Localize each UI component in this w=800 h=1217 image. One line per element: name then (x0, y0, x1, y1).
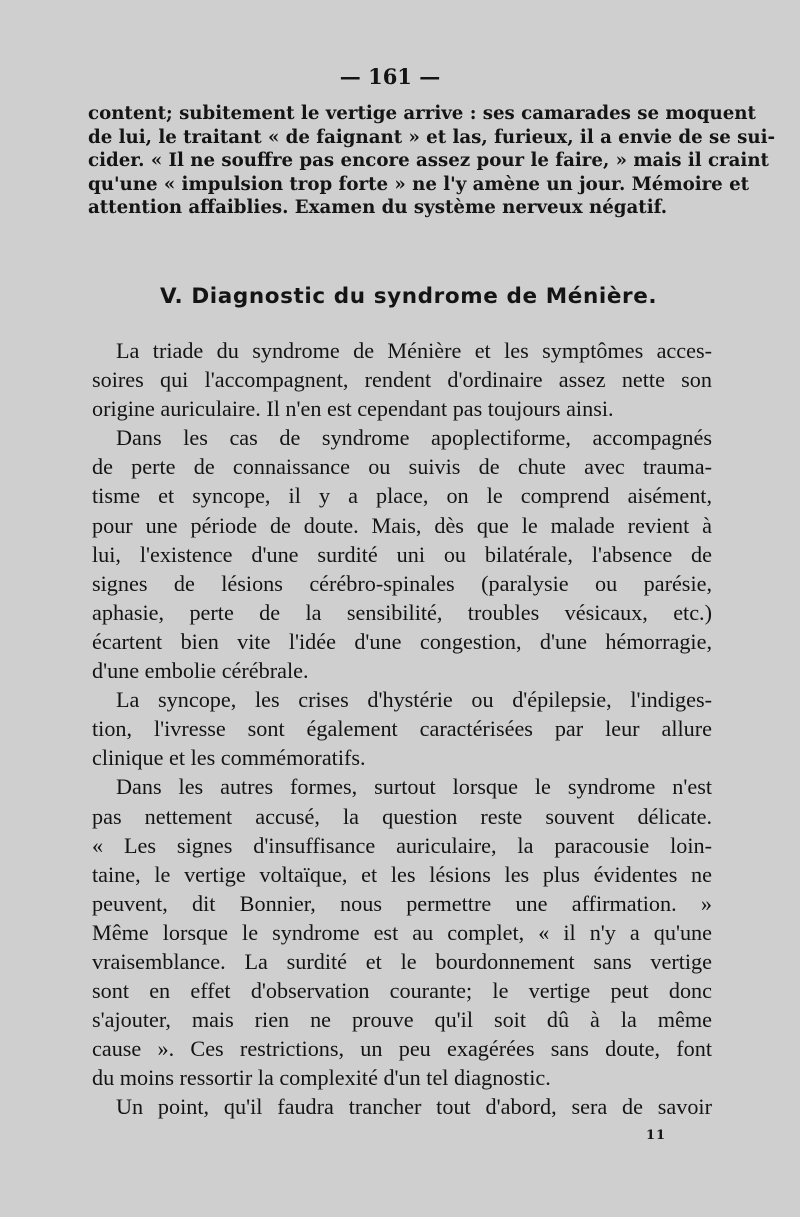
body-line: peuvent, dit Bonnier, nous permettre une affirmation. » (92, 890, 712, 916)
body-line: tisme et syncope, il y a place, on le comprend aisément, (92, 483, 712, 509)
body-line: lui, l'existence d'une surdité uni ou bilatérale, l'absence de (92, 541, 712, 567)
body-line: cause ». Ces restrictions, un peu exagérées sans doute, font (92, 1036, 712, 1062)
intro-line: content; subitement le vertige arrive : ses camarades se moquent (88, 103, 756, 124)
body-text (92, 336, 712, 1122)
body-line: La triade du syndrome de Ménière et les symptômes acces- (116, 338, 712, 363)
body-line: Dans les autres formes, surtout lorsque le syndrome n'est (116, 774, 712, 800)
body-line: sont en effet d'observation courante; le vertige peut donc (92, 978, 712, 1004)
intro-line: qu'une « impulsion trop forte » ne l'y amène un jour. Mémoire et (88, 173, 750, 195)
section-heading: V. Diagnostic du syndrome de Ménière. (160, 284, 658, 309)
body-line: tion, l'ivresse sont également caractérisées par leur allure (92, 716, 712, 742)
body-line: pas nettement accusé, la question reste souvent délicate. (92, 803, 712, 829)
page-number: — 161 — (339, 64, 441, 89)
body-line: vraisemblance. La surdité et le bourdonnement sans vertige (92, 948, 712, 974)
intro-line: de lui, le traitant « de faignant » et las, furieux, il a envie de se sui- (88, 126, 776, 148)
body-line: Dans les cas de syndrome apoplectiforme, accompagnés (116, 425, 712, 451)
intro-line: attention affaiblies. Examen du système nerveux négatif. (88, 197, 668, 218)
body-line: s'ajouter, mais rien ne prouve qu'il soit dû à la même (92, 1007, 712, 1033)
body-line: taine, le vertige voltaïque, et les lésions les plus évidentes ne (92, 861, 712, 887)
body-line: signes de lésions cérébro-spinales (paralysie ou parésie, (92, 570, 712, 596)
body-line: d'une embolie cérébrale. (92, 658, 309, 684)
body-line: pour une période de doute. Mais, dès que le malade revient à (92, 512, 712, 538)
body-line: La syncope, les crises d'hystérie ou d'épilepsie, l'indiges- (116, 687, 712, 713)
body-line: du moins ressortir la complexité d'un tel diagnostic. (92, 1065, 551, 1091)
intro-line: cider. « Il ne souffre pas encore assez pour le faire, » mais il craint (88, 150, 769, 171)
body-line: de perte de connaissance ou suivis de chute avec trauma- (92, 454, 712, 480)
body-line: Même lorsque le syndrome est au complet, « il n'y a qu'une (92, 919, 712, 945)
body-line: écartent bien vite l'idée d'une congestion, d'une hémorragie, (92, 628, 712, 654)
body-line: origine auriculaire. Il n'en est cependant pas toujours ainsi. (92, 396, 614, 422)
body-line: clinique et les commémoratifs. (92, 745, 366, 771)
signature-mark: 11 (646, 1128, 667, 1143)
body-line: soires qui l'accompagnent, rendent d'ordinaire assez nette son (92, 367, 712, 393)
intro-paragraph (88, 102, 776, 220)
body-line: aphasie, perte de la sensibilité, troubles vésicaux, etc.) (92, 599, 712, 625)
body-line: Un point, qu'il faudra trancher tout d'abord, sera de savoir (116, 1094, 712, 1120)
body-line: « Les signes d'insuffisance auriculaire, la paracousie loin- (92, 832, 712, 858)
